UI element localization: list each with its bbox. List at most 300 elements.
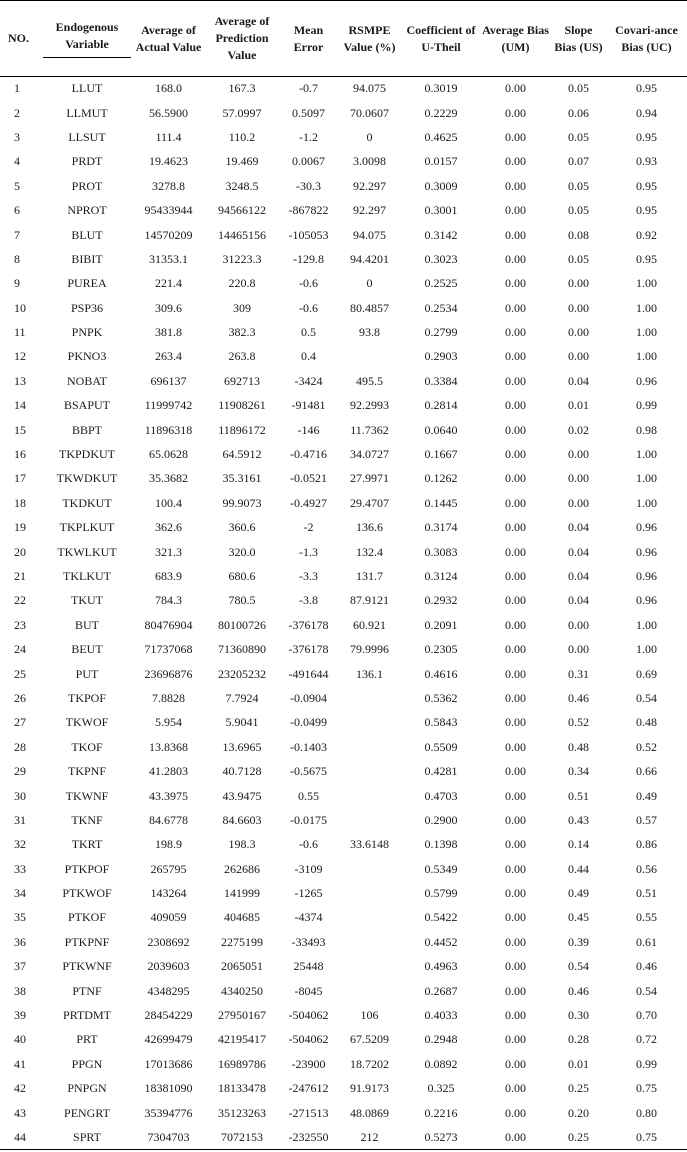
cell-no: 3 — [14, 129, 20, 144]
cell-rsmpe: 60.921 — [353, 617, 386, 632]
cell-mean-error: -247612 — [288, 1081, 329, 1096]
cell-u-theil: 0.1262 — [424, 471, 458, 486]
cell-rsmpe — [337, 711, 402, 735]
cell-rsmpe: 34.0727 — [350, 447, 389, 462]
cell-no: 2 — [14, 105, 20, 120]
cell-rsmpe — [337, 759, 402, 783]
table-row — [0, 296, 687, 320]
cell-variable: TKPNF — [67, 764, 106, 779]
cell-no: 28 — [14, 739, 26, 754]
table-row — [0, 320, 687, 344]
cell-average-bias: 0.00 — [505, 788, 526, 803]
cell-average-actual: 56.5900 — [149, 105, 188, 120]
cell-average-bias: 0.00 — [505, 1032, 526, 1047]
cell-average-actual: 71737068 — [144, 642, 193, 657]
cell-no: 29 — [14, 764, 26, 779]
cell-covariance-bias: 0.55 — [636, 910, 657, 925]
cell-mean-error: 0.5 — [301, 325, 316, 340]
cell-covariance-bias: 0.96 — [636, 569, 657, 583]
cell-variable: TKUT — [71, 593, 103, 608]
cell-average-prediction: 220.8 — [228, 276, 256, 291]
cell-mean-error: -23900 — [291, 1056, 326, 1071]
cell-slope-bias: 0.02 — [568, 422, 589, 437]
cell-u-theil: 0.5273 — [424, 1129, 458, 1144]
cell-variable: TKPOF — [67, 690, 106, 705]
cell-slope-bias: 0.05 — [568, 203, 589, 218]
cell-average-actual: 168.0 — [155, 81, 182, 96]
cell-mean-error: -376178 — [288, 617, 329, 632]
cell-u-theil: 0.2687 — [424, 983, 458, 998]
cell-rsmpe: 0 — [366, 276, 373, 291]
cell-mean-error: -30.3 — [296, 178, 321, 193]
cell-mean-error: -0.5675 — [290, 764, 327, 779]
cell-average-prediction: 71360890 — [218, 642, 266, 657]
cell-variable: PTKWNF — [62, 959, 112, 974]
cell-u-theil: 0.4281 — [424, 764, 458, 779]
cell-average-actual: 41.2803 — [149, 764, 188, 779]
cell-variable: TKPLKUT — [59, 520, 115, 535]
cell-variable: PRTDMT — [63, 1008, 111, 1023]
cell-no: 34 — [14, 886, 26, 901]
cell-no: 9 — [14, 276, 20, 291]
cell-covariance-bias: 0.52 — [636, 739, 657, 754]
cell-u-theil: 0.2948 — [424, 1032, 458, 1047]
table-row — [0, 442, 687, 466]
cell-no: 25 — [14, 666, 26, 681]
cell-slope-bias: 0.04 — [568, 569, 589, 583]
table-row — [0, 1101, 687, 1125]
cell-rsmpe: 87.9121 — [350, 593, 389, 608]
cell-rsmpe — [337, 955, 402, 979]
table-row — [0, 540, 687, 564]
cell-u-theil: 0.4625 — [424, 129, 458, 144]
cell-mean-error: -0.6 — [299, 300, 318, 315]
table-row — [0, 491, 687, 515]
cell-average-prediction: 19.469 — [225, 154, 259, 169]
cell-average-bias: 0.00 — [505, 81, 526, 96]
cell-slope-bias: 0.08 — [568, 227, 589, 242]
cell-mean-error: -0.0904 — [290, 690, 327, 705]
cell-covariance-bias: 0.51 — [636, 886, 657, 901]
cell-average-prediction: 309 — [233, 300, 251, 315]
cell-average-prediction: 11908261 — [218, 398, 266, 413]
cell-average-actual: 18381090 — [144, 1081, 193, 1096]
header-average-actual: Average of Actual Value — [135, 22, 202, 54]
cell-no: 27 — [14, 715, 26, 730]
header-endogenous-variable — [41, 1, 133, 77]
cell-average-actual: 7.8828 — [152, 690, 185, 705]
table-row — [0, 662, 687, 686]
cell-slope-bias: 0.00 — [568, 642, 589, 657]
cell-variable: TKWLKUT — [57, 544, 117, 559]
cell-rsmpe — [337, 345, 402, 369]
table-row — [0, 711, 687, 735]
cell-mean-error: 0.55 — [298, 788, 319, 803]
cell-no: 6 — [14, 203, 20, 218]
cell-mean-error: -0.7 — [299, 81, 318, 96]
cell-average-actual: 265795 — [150, 861, 187, 876]
cell-slope-bias: 0.45 — [568, 910, 589, 925]
cell-variable: PRT — [76, 1032, 98, 1047]
cell-average-actual: 43.3975 — [149, 788, 188, 803]
cell-no: 17 — [14, 471, 26, 486]
cell-average-prediction: 167.3 — [228, 81, 256, 96]
cell-mean-error: -3109 — [294, 861, 323, 876]
table-row — [0, 906, 687, 930]
cell-mean-error: 0.5097 — [292, 105, 325, 120]
cell-average-actual: 409059 — [150, 910, 187, 925]
table-row — [0, 198, 687, 222]
cell-variable: LLMUT — [66, 105, 108, 120]
cell-slope-bias: 0.52 — [568, 715, 589, 730]
table-row — [0, 418, 687, 442]
cell-average-actual: 17013686 — [144, 1056, 193, 1071]
cell-rsmpe: 136.1 — [356, 666, 383, 681]
cell-variable: PUT — [75, 666, 99, 681]
table-row — [0, 808, 687, 832]
cell-slope-bias: 0.46 — [568, 983, 589, 998]
cell-covariance-bias: 1.00 — [636, 642, 657, 657]
cell-mean-error: 0.0067 — [292, 154, 325, 169]
header-average-prediction: Average of Prediction Value — [214, 14, 270, 62]
cell-u-theil: 0.0157 — [424, 154, 458, 169]
cell-mean-error: -867822 — [288, 203, 329, 218]
cell-variable: PKNO3 — [67, 349, 107, 364]
cell-average-actual: 65.0628 — [149, 447, 188, 462]
cell-variable: TKWDKUT — [56, 471, 118, 486]
cell-variable: PTKOF — [67, 910, 106, 925]
cell-rsmpe — [337, 784, 402, 808]
cell-no: 43 — [14, 1105, 26, 1120]
cell-mean-error: -0.6 — [299, 837, 318, 852]
cell-variable: PTKPOF — [64, 861, 110, 876]
cell-average-actual: 143264 — [150, 886, 187, 901]
cell-no: 21 — [14, 569, 26, 583]
cell-covariance-bias: 1.00 — [636, 276, 657, 291]
cell-mean-error: -0.0521 — [290, 471, 327, 486]
cell-covariance-bias: 0.56 — [636, 861, 657, 876]
cell-variable: PUREA — [67, 276, 107, 291]
cell-average-prediction: 23205232 — [218, 666, 266, 681]
cell-average-prediction: 43.9475 — [222, 788, 262, 803]
cell-slope-bias: 0.04 — [568, 544, 589, 559]
cell-average-prediction: 11896172 — [218, 422, 266, 437]
cell-average-prediction: 7072153 — [221, 1129, 263, 1144]
cell-average-bias: 0.00 — [505, 349, 526, 364]
cell-average-actual: 309.6 — [155, 300, 182, 315]
cell-covariance-bias: 0.92 — [636, 227, 657, 242]
table-row — [0, 150, 687, 174]
cell-slope-bias: 0.14 — [568, 837, 589, 852]
cell-no: 14 — [14, 398, 26, 413]
cell-u-theil: 0.5349 — [424, 861, 458, 876]
cell-covariance-bias: 0.95 — [636, 178, 657, 193]
cell-covariance-bias: 0.95 — [636, 203, 657, 218]
table-body — [0, 77, 687, 1150]
cell-mean-error: -8045 — [294, 983, 323, 998]
cell-variable: PNPGN — [67, 1081, 107, 1096]
cell-average-bias: 0.00 — [505, 739, 526, 754]
cell-rsmpe — [337, 979, 402, 1003]
cell-no: 11 — [14, 325, 26, 340]
cell-variable: PTNF — [72, 983, 102, 998]
table-row — [0, 467, 687, 491]
header-covariance-bias: Covari-ance Bias (UC) — [615, 22, 678, 54]
cell-no: 44 — [14, 1129, 26, 1144]
cell-average-bias: 0.00 — [505, 690, 526, 705]
cell-slope-bias: 0.06 — [568, 105, 589, 120]
cell-average-actual: 7304703 — [147, 1129, 190, 1144]
cell-average-actual: 14570209 — [144, 227, 193, 242]
cell-average-actual: 35.3682 — [149, 471, 188, 486]
cell-rsmpe: 212 — [360, 1129, 379, 1144]
cell-rsmpe: 92.2993 — [350, 398, 389, 413]
table-row — [0, 247, 687, 271]
table-row — [0, 759, 687, 783]
table-row — [0, 1052, 687, 1076]
cell-no: 15 — [14, 422, 26, 437]
cell-u-theil: 0.1398 — [424, 837, 458, 852]
cell-average-bias: 0.00 — [505, 1081, 526, 1096]
cell-covariance-bias: 0.98 — [636, 422, 657, 437]
cell-rsmpe: 136.6 — [356, 520, 383, 535]
cell-average-prediction: 80100726 — [218, 617, 266, 632]
cell-slope-bias: 0.43 — [568, 812, 589, 827]
cell-no: 10 — [14, 300, 26, 315]
cell-average-actual: 111.4 — [155, 129, 182, 144]
cell-average-actual: 381.8 — [155, 325, 182, 340]
cell-mean-error: -2 — [303, 520, 314, 535]
cell-variable: TKLKUT — [63, 569, 111, 583]
cell-average-prediction: 680.6 — [228, 569, 256, 583]
cell-average-actual: 696137 — [150, 373, 187, 388]
cell-average-actual: 5.954 — [155, 715, 182, 730]
cell-u-theil: 0.3019 — [424, 81, 458, 96]
cell-average-prediction: 94566122 — [218, 203, 266, 218]
cell-slope-bias: 0.49 — [568, 886, 589, 901]
cell-average-prediction: 16989786 — [218, 1056, 266, 1071]
cell-slope-bias: 0.04 — [568, 373, 589, 388]
cell-variable: NPROT — [67, 203, 107, 218]
cell-mean-error: -504062 — [288, 1032, 329, 1047]
cell-rsmpe: 0 — [366, 129, 373, 144]
cell-covariance-bias: 0.96 — [636, 544, 657, 559]
cell-slope-bias: 0.05 — [568, 251, 589, 266]
cell-variable: PPGN — [71, 1056, 103, 1071]
cell-no: 42 — [14, 1081, 26, 1096]
cell-u-theil: 0.3001 — [424, 203, 458, 218]
cell-slope-bias: 0.44 — [568, 861, 589, 876]
cell-average-bias: 0.00 — [505, 325, 526, 340]
cell-slope-bias: 0.48 — [568, 739, 589, 754]
cell-no: 4 — [14, 154, 20, 169]
cell-u-theil: 0.4616 — [424, 666, 458, 681]
table-row — [0, 272, 687, 296]
cell-mean-error: -0.0499 — [290, 715, 327, 730]
table-row — [0, 77, 687, 101]
cell-no: 32 — [14, 837, 26, 852]
table-row — [0, 979, 687, 1003]
cell-no: 13 — [14, 373, 26, 388]
cell-slope-bias: 0.00 — [568, 276, 589, 291]
cell-u-theil: 0.4452 — [424, 934, 458, 949]
cell-variable: TKRT — [71, 837, 103, 852]
cell-average-actual: 23696876 — [144, 666, 193, 681]
cell-mean-error: -271513 — [288, 1105, 329, 1120]
cell-average-actual: 28454229 — [144, 1008, 193, 1023]
table-row — [0, 1003, 687, 1027]
cell-average-prediction: 18133478 — [218, 1081, 266, 1096]
cell-rsmpe: 70.0607 — [350, 105, 389, 120]
table-row — [0, 637, 687, 661]
cell-slope-bias: 0.28 — [568, 1032, 589, 1047]
table-row — [0, 955, 687, 979]
cell-covariance-bias: 0.80 — [636, 1105, 657, 1120]
cell-average-prediction: 57.0997 — [222, 105, 262, 120]
cell-average-prediction: 27950167 — [218, 1008, 266, 1023]
cell-rsmpe: 92.297 — [353, 203, 386, 218]
table-row — [0, 735, 687, 759]
cell-average-actual: 31353.1 — [149, 251, 188, 266]
table-header — [0, 1, 687, 77]
cell-average-bias: 0.00 — [505, 1008, 526, 1023]
cell-covariance-bias: 0.46 — [636, 959, 657, 974]
cell-variable: PNPK — [71, 325, 103, 340]
cell-average-bias: 0.00 — [505, 422, 526, 437]
cell-covariance-bias: 1.00 — [636, 495, 657, 510]
cell-covariance-bias: 0.72 — [636, 1032, 657, 1047]
cell-u-theil: 0.3023 — [424, 251, 458, 266]
table-row — [0, 345, 687, 369]
cell-covariance-bias: 0.99 — [636, 1056, 657, 1071]
cell-u-theil: 0.5509 — [424, 739, 458, 754]
header-row — [0, 1, 687, 77]
table-row — [0, 101, 687, 125]
cell-variable: TKDKUT — [62, 495, 112, 510]
cell-no: 39 — [14, 1008, 26, 1023]
cell-average-bias: 0.00 — [505, 617, 526, 632]
cell-average-bias: 0.00 — [505, 276, 526, 291]
cell-average-actual: 3278.8 — [152, 178, 185, 193]
cell-average-actual: 198.9 — [155, 837, 182, 852]
cell-average-actual: 42699479 — [144, 1032, 193, 1047]
cell-average-prediction: 382.3 — [228, 325, 256, 340]
cell-average-actual: 4348295 — [147, 983, 190, 998]
cell-covariance-bias: 0.96 — [636, 373, 657, 388]
cell-slope-bias: 0.05 — [568, 81, 589, 96]
cell-average-prediction: 262686 — [224, 861, 260, 876]
cell-slope-bias: 0.00 — [568, 300, 589, 315]
cell-covariance-bias: 0.54 — [636, 983, 657, 998]
cell-mean-error: -504062 — [288, 1008, 329, 1023]
cell-mean-error: 0.4 — [301, 349, 316, 364]
cell-average-bias: 0.00 — [505, 1056, 526, 1071]
cell-rsmpe: 131.7 — [356, 569, 383, 583]
cell-rsmpe: 92.297 — [353, 178, 386, 193]
cell-rsmpe — [337, 906, 402, 930]
cell-variable: BBPT — [71, 422, 102, 437]
table-row — [0, 174, 687, 198]
cell-average-bias: 0.00 — [505, 154, 526, 169]
cell-no: 7 — [14, 227, 20, 242]
cell-slope-bias: 0.04 — [568, 593, 589, 608]
cell-u-theil: 0.2900 — [424, 812, 458, 827]
cell-u-theil: 0.2525 — [424, 276, 458, 291]
table-row — [0, 125, 687, 149]
cell-no: 1 — [14, 81, 20, 96]
cell-u-theil: 0.3384 — [424, 373, 458, 388]
cell-mean-error: -91481 — [291, 398, 326, 413]
cell-covariance-bias: 1.00 — [636, 349, 657, 364]
cell-mean-error: -0.4927 — [290, 495, 327, 510]
cell-average-actual: 321.3 — [155, 544, 182, 559]
cell-covariance-bias: 0.69 — [636, 666, 657, 681]
cell-slope-bias: 0.05 — [568, 178, 589, 193]
cell-mean-error: -1.3 — [299, 544, 318, 559]
cell-rsmpe: 79.9996 — [350, 642, 389, 657]
table-row — [0, 394, 687, 418]
cell-average-bias: 0.00 — [505, 373, 526, 388]
cell-no: 30 — [14, 788, 26, 803]
cell-slope-bias: 0.01 — [568, 398, 589, 413]
cell-average-actual: 221.4 — [155, 276, 182, 291]
cell-slope-bias: 0.51 — [568, 788, 589, 803]
table-row — [0, 613, 687, 637]
cell-average-prediction: 84.6603 — [222, 812, 262, 827]
cell-u-theil: 0.3174 — [424, 520, 458, 535]
cell-mean-error: -0.0175 — [290, 812, 327, 827]
cell-mean-error: -0.4716 — [290, 447, 327, 462]
cell-average-bias: 0.00 — [505, 764, 526, 779]
cell-no: 22 — [14, 593, 26, 608]
cell-average-bias: 0.00 — [505, 910, 526, 925]
cell-average-prediction: 692713 — [224, 373, 260, 388]
cell-average-bias: 0.00 — [505, 447, 526, 462]
header-average-bias: Average Bias (UM) — [482, 22, 549, 54]
header-mean-error: Mean Error — [293, 22, 324, 54]
cell-rsmpe: 33.6148 — [350, 837, 389, 852]
cell-no: 20 — [14, 544, 26, 559]
cell-covariance-bias: 0.57 — [636, 812, 657, 827]
cell-variable: PENGRT — [64, 1105, 110, 1120]
cell-covariance-bias: 0.95 — [636, 81, 657, 96]
cell-rsmpe: 3.0098 — [353, 154, 386, 169]
cell-no: 12 — [14, 349, 26, 364]
cell-variable: TKPDKUT — [59, 447, 115, 462]
cell-mean-error: -129.8 — [293, 251, 324, 266]
cell-rsmpe: 48.0869 — [350, 1105, 389, 1120]
cell-mean-error: -1.2 — [299, 129, 318, 144]
cell-covariance-bias: 0.75 — [636, 1129, 657, 1144]
cell-u-theil: 0.1445 — [424, 495, 458, 510]
cell-average-prediction: 263.8 — [228, 349, 256, 364]
cell-average-bias: 0.00 — [505, 105, 526, 120]
cell-variable: PSP36 — [70, 300, 104, 315]
cell-covariance-bias: 0.96 — [636, 593, 657, 608]
cell-average-bias: 0.00 — [505, 934, 526, 949]
cell-mean-error: -105053 — [288, 227, 329, 242]
cell-average-bias: 0.00 — [505, 715, 526, 730]
cell-covariance-bias: 1.00 — [636, 325, 657, 340]
cell-slope-bias: 0.00 — [568, 447, 589, 462]
cell-covariance-bias: 0.75 — [636, 1081, 657, 1096]
cell-slope-bias: 0.00 — [568, 325, 589, 340]
cell-mean-error: -4374 — [294, 910, 323, 925]
cell-u-theil: 0.2799 — [424, 325, 458, 340]
cell-average-prediction: 5.9041 — [225, 715, 259, 730]
cell-mean-error: -3.8 — [299, 593, 318, 608]
cell-u-theil: 0.2229 — [424, 105, 458, 120]
